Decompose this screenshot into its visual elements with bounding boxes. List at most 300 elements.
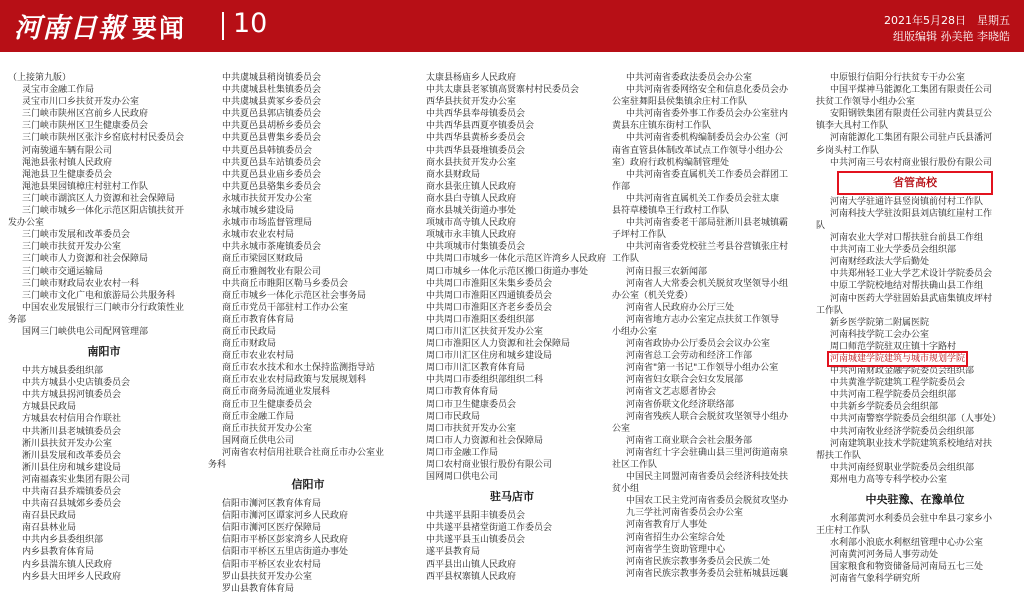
entry-text: 三门峡市湖滨区人力资源和社会保障局 — [22, 193, 176, 204]
entry-text: 河南省地方志办公室定点扶贫工作领导 — [626, 314, 780, 325]
list-item — [612, 495, 812, 507]
entry-text: 中共河南牧业经济学院委员会组织部 — [830, 426, 975, 437]
list-item — [208, 145, 408, 157]
entry-text: 信阳市浉河区教育体育局 — [222, 499, 322, 510]
entry-text: 中国农业发展银行三门峡市分行政策性业 — [22, 302, 185, 313]
list-item — [8, 365, 200, 377]
entry-text: 信阳市浉河区谭家河乡人民政府 — [222, 511, 349, 522]
list-item — [8, 266, 200, 278]
list-item — [816, 96, 1014, 108]
entry-text: 周口市卫生健康委员会 — [426, 399, 517, 410]
list-item — [816, 329, 1014, 341]
list-item — [816, 317, 1014, 329]
list-item — [412, 229, 612, 241]
list-item — [208, 253, 408, 265]
list-item — [412, 423, 612, 435]
list-item — [816, 244, 1014, 256]
list-item — [8, 120, 200, 132]
list-item — [612, 96, 812, 108]
text-column-2 — [208, 72, 408, 595]
entry-text: 中共河南省委老干部局驻淅川县老城镇霸 — [626, 218, 789, 229]
entry-text: 中共项城市付集镇委员会 — [426, 242, 526, 253]
entry-text: 商丘市农业农村局 — [222, 351, 295, 362]
section-title: 要闻 — [132, 14, 187, 43]
list-item — [8, 278, 200, 290]
entry-text: 中共夏邑县车站镇委员会 — [222, 157, 322, 168]
entry-text: 周口市教育体育局 — [426, 387, 499, 398]
entry-text: 中共内乡县委组织部 — [22, 535, 104, 546]
list-item — [8, 157, 200, 169]
list-item — [612, 519, 812, 531]
list-item — [8, 217, 200, 229]
entry-text: 中共方城县拐河镇委员会 — [22, 390, 122, 401]
list-item — [816, 474, 1014, 486]
text-column-3 — [412, 72, 612, 583]
entry-text: 周口农村商业银行股份有限公司 — [426, 460, 553, 470]
entry-text: 商水县扶贫开发办公室 — [426, 157, 517, 168]
entry-text: 周口市淮阳区人力资源和社会保障局 — [426, 339, 571, 350]
list-item — [612, 229, 812, 241]
entry-text: 商丘市农业农村局政策与发展规划科 — [222, 375, 367, 386]
list-item — [8, 326, 200, 338]
entry-text: 商丘市民政局 — [222, 326, 277, 337]
entry-text: 商丘市城乡一体化示范区社会事务局 — [222, 290, 367, 301]
entry-text: 河南农业大学对口帮扶驻台前县工作组 — [830, 233, 984, 244]
entry-text: 中共河南省委党校驻兰考县谷营镇张庄村 — [626, 242, 789, 253]
entry-text: 渑池县卫生健康委员会 — [22, 169, 113, 180]
entry-text: 方城县农村信用合作联社 — [22, 414, 122, 425]
list-item — [412, 108, 612, 120]
entry-text: 永城市城乡建设局 — [222, 206, 295, 217]
list-item — [8, 389, 200, 401]
entry-text: 永城市扶贫开发办公室 — [222, 193, 313, 204]
list-item — [612, 399, 812, 411]
entry-text: 中共河南经贸职业学院委员会组织部 — [830, 462, 975, 473]
entry-text: 河南科技大学驻汝阳县刘店镇红崖村工作 — [830, 208, 993, 219]
entry-text: 内乡县湍东镇人民政府 — [22, 559, 113, 570]
entry-text: 河南福森实业集团有限公司 — [22, 474, 131, 485]
entry-text: 淅川县扶贫开发办公室 — [22, 438, 113, 449]
entry-text: 河南省教育厅人事处 — [626, 520, 708, 531]
list-item — [412, 411, 612, 423]
entry-text: 扶贫工作领导小组办公室 — [816, 97, 916, 108]
list-item — [412, 205, 612, 217]
page-number: 10 — [233, 8, 268, 39]
list-item — [8, 559, 200, 571]
entry-text: 中共西华县黄桥乡委员会 — [426, 133, 526, 144]
entry-text: 工作队 — [612, 254, 640, 265]
entry-text: 小组办公室 — [612, 326, 658, 337]
entry-text: 河南日报三农新闻部 — [626, 266, 708, 277]
list-item — [8, 450, 200, 462]
list-item — [412, 314, 612, 326]
entry-text: 中原工学院校地结对帮扶确山县工作组 — [830, 281, 984, 292]
entry-text: 务科 — [208, 460, 227, 470]
entry-text: 子坪村工作队 — [612, 230, 667, 241]
list-item — [816, 525, 1014, 537]
list-item — [412, 278, 612, 290]
entry-text: 中共西华县西夏亭镇委员会 — [426, 121, 535, 132]
entry-text: 河南省民族宗教事务委员会驻柘城县远襄 — [626, 568, 789, 579]
entry-text: 商丘市党员干部驻村工作办公室 — [222, 302, 349, 313]
list-item — [208, 241, 408, 253]
list-item — [412, 546, 612, 558]
header-divider — [222, 12, 224, 40]
list-item — [208, 326, 408, 338]
entry-text: 中共河南财政金融学院委员会组织部 — [830, 366, 975, 377]
list-item — [612, 157, 812, 169]
entry-text: 中共河南工程学院委员会组织部 — [830, 390, 957, 401]
list-item — [8, 181, 200, 193]
text-column-5 — [816, 72, 1014, 586]
list-item — [816, 438, 1014, 450]
list-item — [612, 447, 812, 459]
entry-text: 办公室（机关党委） — [612, 290, 694, 301]
list-item — [816, 450, 1014, 462]
entry-text: 永城市农业农村局 — [222, 230, 295, 241]
region-heading — [208, 471, 408, 498]
list-item — [412, 132, 612, 144]
list-item — [816, 513, 1014, 525]
list-item — [8, 169, 200, 181]
list-item — [208, 157, 408, 169]
entry-text: 社区工作队 — [612, 460, 658, 470]
list-item — [208, 350, 408, 362]
list-item — [412, 120, 612, 132]
list-item — [816, 365, 1014, 377]
list-item — [412, 374, 612, 386]
list-item — [816, 561, 1014, 573]
entry-text: 帮扶工作队 — [816, 450, 862, 461]
entry-text: 队 — [816, 220, 826, 231]
list-item — [612, 435, 812, 447]
list-item — [412, 447, 612, 459]
list-item — [208, 169, 408, 181]
entry-text: 河南省招生办公室综合处 — [626, 532, 726, 543]
list-item — [412, 510, 612, 522]
entry-text: 三门峡市陕州区宫前乡人民政府 — [22, 109, 149, 120]
entry-text: 河南省学生资助管理中心 — [626, 544, 726, 555]
list-item — [8, 229, 200, 241]
entry-text: 中共河南省直属机关工作委员会驻太康 — [626, 193, 780, 204]
list-item — [612, 423, 812, 435]
entry-text: 中共河南省委直属机关工作委员会群团工 — [626, 169, 789, 180]
list-item — [816, 401, 1014, 413]
entry-text: 三门峡市扶贫开发办公室 — [22, 242, 122, 253]
entry-text: 三门峡市城乡一体化示范区阳店镇扶贫开 — [22, 206, 185, 217]
list-item — [612, 193, 812, 205]
entry-text: 淅川县发展和改革委员会 — [22, 450, 122, 461]
list-item — [208, 546, 408, 558]
region-heading — [412, 483, 612, 510]
list-item — [8, 486, 200, 498]
entry-text: 南省直管县体制改革试点工作领导小组办公 — [612, 145, 784, 156]
list-item — [816, 353, 1014, 365]
entry-text: 中共黄淮学院建筑工程学院委员会 — [830, 378, 966, 389]
list-item — [208, 571, 408, 583]
list-item — [8, 522, 200, 534]
list-item — [612, 205, 812, 217]
entry-text: 中共河南省委政法委员会办公室 — [626, 73, 753, 83]
list-item — [208, 534, 408, 546]
entry-text: 中共太康县老冢镇高贤寨村村民委员会 — [426, 85, 580, 96]
entry-text: 作部 — [612, 181, 631, 192]
list-item — [816, 157, 1014, 169]
list-item — [612, 338, 812, 350]
entry-text: 遂平县教育局 — [426, 547, 481, 558]
list-item — [816, 208, 1014, 220]
list-item — [412, 193, 612, 205]
list-item — [208, 72, 408, 84]
entry-text: 信阳市平桥区彭家湾乡人民政府 — [222, 535, 349, 546]
list-item — [8, 571, 200, 583]
entry-text: 商水县城关街道办事处 — [426, 206, 517, 217]
list-item — [816, 293, 1014, 305]
list-item — [8, 290, 200, 302]
list-item — [208, 583, 408, 595]
text-column-1 — [8, 72, 200, 583]
list-item — [412, 534, 612, 546]
text-column-4 — [612, 72, 812, 580]
entry-text: 中共河南省委网络安全和信息化委员会办 — [626, 85, 789, 96]
list-item — [612, 568, 812, 580]
list-item — [612, 471, 812, 483]
entry-text: 中共遂平县玉山镇委员会 — [426, 535, 526, 546]
list-item — [816, 145, 1014, 157]
entry-text: 中共河南省委机构编制委员会办公室（河 — [626, 133, 789, 144]
entry-text: 商丘市卫生健康委员会 — [222, 399, 313, 410]
list-item — [412, 559, 612, 571]
list-item — [412, 145, 612, 157]
entry-text: 中共河南警察学院委员会组织部（人事处） — [830, 414, 1002, 425]
list-item — [208, 229, 408, 241]
entry-text: 县符草楼镇阜王行政村工作队 — [612, 206, 730, 217]
list-item — [8, 314, 200, 326]
list-item — [208, 447, 408, 459]
entry-text: 中共周口市淮阳区四通镇委员会 — [426, 290, 553, 301]
entry-text: 中共郑州轻工业大学艺术设计学院委员会 — [830, 269, 993, 280]
entry-text: 周口市扶贫开发办公室 — [426, 423, 517, 434]
entry-text: 河南省残疾人联合会脱贫攻坚领导小组办 — [626, 411, 789, 422]
entry-text: 河南省气象科学研究所 — [830, 574, 921, 585]
entry-text: 商丘市财政局 — [222, 339, 277, 350]
entry-text: 中共虞城县杜集镇委员会 — [222, 85, 322, 96]
list-item — [8, 401, 200, 413]
entry-text: 河南省总工会劳动和经济工作部 — [626, 351, 753, 362]
list-item — [612, 253, 812, 265]
entry-text: 三门峡市文化广电和旅游局公共服务科 — [22, 290, 176, 301]
region-heading — [816, 169, 1014, 196]
entry-text: 河南省工商业联合会社会服务部 — [626, 435, 753, 446]
entry-text: 中国农工民主党河南省委员会脱贫攻坚办 — [626, 496, 789, 507]
list-item — [208, 510, 408, 522]
entry-text: 中共周口市淮阳区朱集乡委员会 — [426, 278, 553, 289]
list-item — [412, 290, 612, 302]
entry-text: 中国民主同盟河南省委员会经济科技处扶 — [626, 472, 789, 483]
entry-text: 中共夏邑县郭店镇委员会 — [222, 109, 322, 120]
entry-text: 中共周口市委组织部组织二科 — [426, 375, 544, 386]
entry-text: 中共遂平县阳丰镇委员会 — [426, 511, 526, 522]
list-item — [816, 549, 1014, 561]
entry-text: 罗山县教育体育局 — [222, 583, 295, 594]
list-item — [816, 132, 1014, 144]
article-body — [0, 72, 1024, 594]
list-item — [612, 532, 812, 544]
entry-text: 南召县民政局 — [22, 511, 77, 522]
entry-text: 河南省"第一书记"工作领导小组办公室 — [626, 363, 779, 374]
entry-text: 信阳市浉河区医疗保障局 — [222, 523, 322, 534]
list-item — [208, 96, 408, 108]
entry-text: 中共周口市城乡一体化示范区许湾乡人民政府 — [426, 254, 607, 265]
list-item — [612, 266, 812, 278]
list-item — [412, 302, 612, 314]
list-item — [412, 522, 612, 534]
entry-text: 周口市川汇区住房和城乡建设局 — [426, 351, 553, 362]
entry-text: 室）政府行政机构编制管理处 — [612, 157, 730, 168]
entry-text: 中共夏邑县曹集乡委员会 — [222, 133, 322, 144]
entry-text: 河南省政协办公厅委员会会议办公室 — [626, 339, 771, 350]
entry-text: 河南能源化工集团有限公司驻卢氏县潘河 — [830, 133, 993, 144]
list-item — [208, 498, 408, 510]
list-item — [412, 362, 612, 374]
list-item — [8, 205, 200, 217]
list-item — [612, 350, 812, 362]
list-item — [816, 280, 1014, 292]
list-item — [8, 302, 200, 314]
entry-text: 中共夏邑县骆集乡委员会 — [222, 181, 322, 192]
list-item — [612, 386, 812, 398]
entry-text: 商丘市雅阁牧业有限公司 — [222, 266, 322, 277]
entry-text: 国家粮食和物资储备局河南局五七三处 — [830, 562, 984, 573]
list-item — [412, 399, 612, 411]
list-item — [8, 438, 200, 450]
list-item — [816, 220, 1014, 232]
list-item — [612, 290, 812, 302]
list-item — [816, 389, 1014, 401]
entry-text: 水利部小浪底水利枢纽管理中心办公室 — [830, 538, 984, 549]
entry-text: 中共新乡学院委员会组织部 — [830, 402, 939, 413]
entry-text: 西平县权寨镇人民政府 — [426, 571, 517, 582]
list-item — [412, 241, 612, 253]
entry-text: 河南省人大常委会机关脱贫攻坚领导小组 — [626, 278, 789, 289]
entry-text: 河南省民族宗教事务委员会民族二处 — [626, 556, 771, 567]
list-item — [412, 253, 612, 265]
list-item — [8, 96, 200, 108]
list-item — [412, 84, 612, 96]
entry-text: 南召县林业局 — [22, 523, 77, 534]
list-item — [612, 108, 812, 120]
entry-text: 河南省农村信用社联合社商丘市办公室业 — [222, 447, 385, 458]
entry-text: 商丘市梁园区财政局 — [222, 254, 304, 265]
list-item — [208, 290, 408, 302]
entry-text: 中国平煤神马能源化工集团有限责任公司 — [830, 85, 993, 96]
list-item — [412, 181, 612, 193]
list-item — [8, 108, 200, 120]
entry-text: 中共南召县城郊乡委员会 — [22, 499, 122, 510]
entry-text: 三门峡市陕州区张汴乡窑底村村民委员会 — [22, 133, 185, 144]
entry-text: 灵宝市川口乡扶贫开发办公室 — [22, 97, 140, 108]
entry-text: 河南省红十字会驻确山县三里河街道南泉 — [626, 447, 789, 458]
list-item — [208, 108, 408, 120]
entry-text: 中共夏邑县胡桥乡委员会 — [222, 121, 322, 132]
list-item — [208, 181, 408, 193]
entry-text: 三门峡市发展和改革委员会 — [22, 230, 131, 241]
entry-text: 贫小组 — [612, 484, 640, 495]
list-item — [816, 573, 1014, 585]
list-item — [612, 314, 812, 326]
entry-text: 西华县扶贫开发办公室 — [426, 97, 517, 108]
list-item — [612, 84, 812, 96]
entry-text: 国网周口供电公司 — [426, 472, 499, 483]
entry-text: 三门峡市财政局农业农村一科 — [22, 278, 140, 289]
list-item — [8, 546, 200, 558]
entry-text: 九三学社河南省委员会办公室 — [626, 508, 744, 519]
list-item — [8, 193, 200, 205]
entry-text: 商丘市金融工作局 — [222, 411, 295, 422]
region-heading — [816, 486, 1014, 513]
list-item — [208, 132, 408, 144]
entry-text: 中共河南工业大学委员会组织部 — [830, 245, 957, 256]
list-item — [612, 169, 812, 181]
entry-text: 黄县东庄镇东街村工作队 — [612, 121, 712, 132]
entry-text: 河南科技学院工会办公室 — [830, 329, 930, 340]
entry-text: 三门峡市人力资源和社会保障局 — [22, 254, 149, 265]
entry-text: 商丘市农水技术和水土保持监测指导站 — [222, 363, 376, 374]
list-item — [816, 268, 1014, 280]
entry-text: 商水县张庄镇人民政府 — [426, 181, 517, 192]
entry-text: 周口市城乡一体化示范区搬口街道办事处 — [426, 266, 589, 277]
list-item — [612, 278, 812, 290]
list-item — [612, 241, 812, 253]
entry-text: 中共河南省委外事工作委员会办公室驻内 — [626, 109, 789, 120]
entry-text: 中共淅川县老城镇委员会 — [22, 426, 122, 437]
list-item — [8, 510, 200, 522]
entry-text: 务部 — [8, 314, 27, 325]
entry-text: 中共周口市淮阳区委组织部 — [426, 314, 535, 325]
entry-text: 中共永城市茶庵镇委员会 — [222, 242, 322, 253]
list-item — [8, 462, 200, 474]
entry-text: 周口市人力资源和社会保障局 — [426, 435, 544, 446]
list-item — [412, 471, 612, 483]
entry-text: 河南中医药大学驻固始县武庙集镇皮坪村 — [830, 293, 993, 304]
list-item — [208, 399, 408, 411]
list-item — [208, 314, 408, 326]
entry-text: 周口市民政局 — [426, 411, 481, 422]
entry-text: 发办公室 — [8, 218, 45, 229]
entry-text: 河南骏通车辆有限公司 — [22, 145, 113, 156]
list-item — [816, 72, 1014, 84]
entry-text: 郑州电力高等专科学校办公室 — [830, 474, 948, 485]
entry-text: 河南省文艺志愿者协会 — [626, 387, 717, 398]
list-item — [816, 305, 1014, 317]
entry-text: 内乡县教育体育局 — [22, 547, 95, 558]
entry-text: 太康县杨庙乡人民政府 — [426, 73, 517, 83]
list-item — [612, 132, 812, 144]
list-item — [208, 386, 408, 398]
entry-text: 河南大学驻通许县竖岗镇前付村工作队 — [830, 196, 984, 207]
entry-text: 驻马店市 — [490, 490, 534, 504]
entry-text: 三门峡市交通运输局 — [22, 266, 104, 277]
list-item — [816, 426, 1014, 438]
entry-text: 周口市金融工作局 — [426, 447, 499, 458]
list-item — [208, 374, 408, 386]
list-item — [412, 72, 612, 84]
entry-text: 河南财经政法大学后勤处 — [830, 257, 930, 268]
list-item — [208, 266, 408, 278]
list-item — [412, 350, 612, 362]
entry-text: 河南黄河河务局人事劳动处 — [830, 550, 939, 561]
list-item — [412, 217, 612, 229]
